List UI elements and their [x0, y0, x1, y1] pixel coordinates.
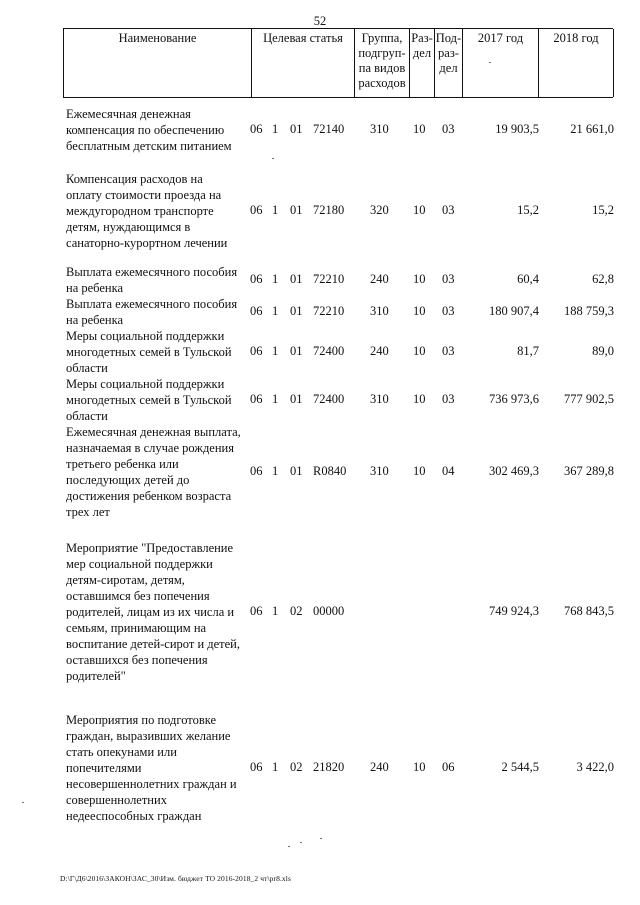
group-code: 240 [370, 272, 389, 286]
header-subsection: Под- раз- дел [435, 29, 463, 97]
subsection-code: 06 [442, 760, 455, 774]
code-part-2: 1 [272, 344, 279, 358]
code-part-1: 06 [250, 392, 263, 406]
subsection-code: 03 [442, 203, 455, 217]
subsection-code: 04 [442, 464, 455, 478]
section-code: 10 [413, 464, 426, 478]
amount-2018: 188 759,3 [564, 304, 614, 318]
code-part-2: 1 [272, 464, 279, 478]
code-part-3: 01 [290, 464, 303, 478]
code-part-1: 06 [250, 122, 263, 136]
code-part-4: 72210 [313, 304, 345, 318]
group-code: 240 [370, 344, 389, 358]
row-name: Выплата ежемесячного пособия на ребенка [66, 297, 238, 327]
code-part-2: 1 [272, 392, 279, 406]
header-section: Раз- дел [410, 29, 435, 97]
section-code: 10 [413, 344, 426, 358]
code-part-1: 06 [250, 604, 263, 618]
code-part-3: 02 [290, 604, 303, 618]
code-part-2: 1 [272, 272, 279, 286]
amount-2017: 749 924,3 [489, 604, 539, 618]
section-code: 10 [413, 760, 426, 774]
header-group: Группа, подгруп- па видов расходов [355, 29, 410, 97]
code-part-3: 02 [290, 760, 303, 774]
amount-2018: 62,8 [592, 272, 614, 286]
code-part-2: 1 [272, 203, 279, 217]
code-part-4: R0840 [313, 464, 347, 478]
section-code: 10 [413, 122, 426, 136]
code-part-4: 72180 [313, 203, 345, 217]
amount-2017: 2 544,5 [501, 760, 539, 774]
code-part-2: 1 [272, 760, 279, 774]
file-path-footer: D:\Г\Д6\2016\ЗАКОН\ЗАС_30\Изм. бюджет ТО 2016-2018_2 чт\pr8.xls [60, 874, 291, 883]
amount-2018: 15,2 [592, 203, 614, 217]
table-header [63, 28, 613, 98]
group-code: 310 [370, 122, 389, 136]
code-part-4: 72210 [313, 272, 345, 286]
code-part-3: 01 [290, 344, 303, 358]
amount-2018: 768 843,5 [564, 604, 614, 618]
amount-2018: 777 902,5 [564, 392, 614, 406]
amount-2018: 3 422,0 [576, 760, 614, 774]
subsection-code: 03 [442, 304, 455, 318]
code-part-4: 00000 [313, 604, 345, 618]
row-name: Выплата ежемесячного пособия на ребенка [66, 265, 238, 295]
amount-2018: 21 661,0 [570, 122, 614, 136]
row-name: Мероприятия по подготовке граждан, выразивших желание стать опекунами или попечителями несовершеннолетних граждан и совершеннолетних недееспособных граждан [66, 713, 237, 823]
section-code: 10 [413, 272, 426, 286]
code-part-1: 06 [250, 272, 263, 286]
section-code: 10 [413, 304, 426, 318]
row-name: Ежемесячная денежная компенсация по обеспечению бесплатным детским питанием [66, 107, 232, 153]
row-name: Компенсация расходов на оплату стоимости проезда на междугородном транспорте детям, нуждающимся в санаторно-курортном лечении [66, 172, 228, 250]
subsection-code: 03 [442, 344, 455, 358]
section-code: 10 [413, 203, 426, 217]
code-part-4: 21820 [313, 760, 345, 774]
subsection-code: 03 [442, 272, 455, 286]
amount-2018: 89,0 [592, 344, 614, 358]
code-part-3: 01 [290, 272, 303, 286]
code-part-3: 01 [290, 203, 303, 217]
section-code: 10 [413, 392, 426, 406]
code-part-2: 1 [272, 604, 279, 618]
header-name: Наименование [64, 29, 252, 97]
page-number: 52 [313, 14, 327, 28]
amount-2017: 15,2 [517, 203, 539, 217]
code-part-2: 1 [272, 304, 279, 318]
amount-2018: 367 289,8 [564, 464, 614, 478]
code-part-1: 06 [250, 464, 263, 478]
code-part-2: 1 [272, 122, 279, 136]
row-name: Мероприятие "Предоставление мер социальной поддержки детям-сиротам, детям, оставшимся без попечения родителей, лицам из их числа и семьям, принимающим на воспитание детей-сирот и детей, оставшихся без попечения родителей" [66, 541, 240, 683]
code-part-1: 06 [250, 760, 263, 774]
row-name: Меры социальной поддержки многодетных семей в Тульской области [66, 329, 232, 375]
header-target-article: Целевая статья [252, 29, 355, 97]
code-part-4: 72140 [313, 122, 345, 136]
amount-2017: 60,4 [517, 272, 539, 286]
code-part-3: 01 [290, 304, 303, 318]
code-part-3: 01 [290, 392, 303, 406]
code-part-4: 72400 [313, 392, 345, 406]
group-code: 310 [370, 304, 389, 318]
code-part-4: 72400 [313, 344, 345, 358]
subsection-code: 03 [442, 392, 455, 406]
subsection-code: 03 [442, 122, 455, 136]
amount-2017: 19 903,5 [495, 122, 539, 136]
group-code: 240 [370, 760, 389, 774]
amount-2017: 81,7 [517, 344, 539, 358]
code-part-1: 06 [250, 304, 263, 318]
amount-2017: 302 469,3 [489, 464, 539, 478]
group-code: 310 [370, 392, 389, 406]
code-part-3: 01 [290, 122, 303, 136]
row-name: Меры социальной поддержки многодетных семей в Тульской области [66, 377, 232, 423]
group-code: 310 [370, 464, 389, 478]
header-2018: 2018 год [539, 29, 614, 97]
amount-2017: 180 907,4 [489, 304, 539, 318]
group-code: 320 [370, 203, 389, 217]
amount-2017: 736 973,6 [489, 392, 539, 406]
code-part-1: 06 [250, 344, 263, 358]
row-name: Ежемесячная денежная выплата, назначаемая в случае рождения третьего ребенка или последующих детей до достижения ребенком возраста трех лет [66, 425, 241, 519]
header-2017: 2017 год [463, 29, 539, 97]
code-part-1: 06 [250, 203, 263, 217]
